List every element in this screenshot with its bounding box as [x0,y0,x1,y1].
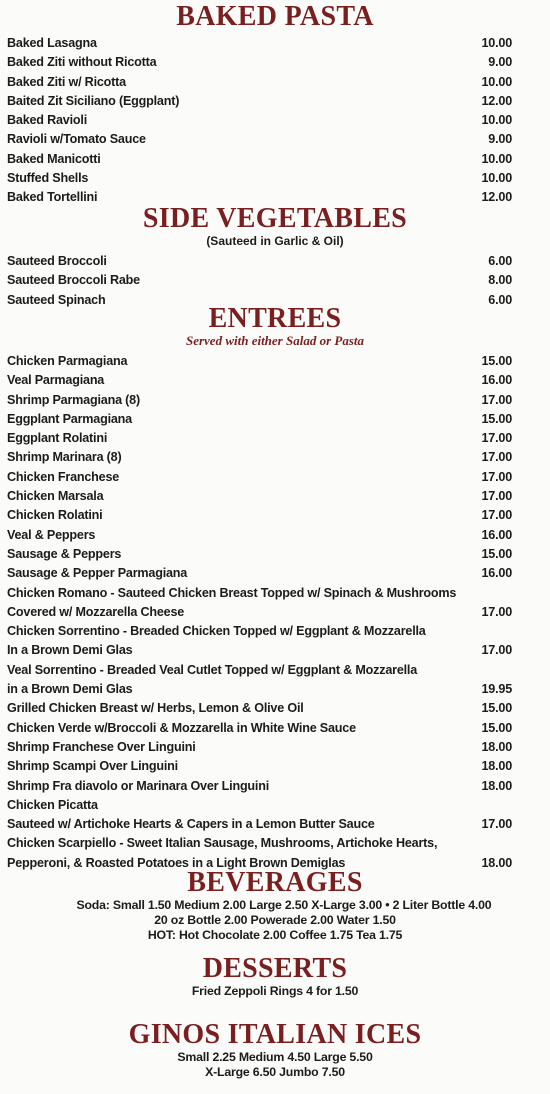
menu-item-price: 15.00 [481,354,512,368]
menu-item-name: Chicken Franchese [7,469,120,484]
menu-item-name: Grilled Chicken Breast w/ Herbs, Lemon & Olive Oil [7,701,304,716]
menu-item-price: 12.00 [481,93,512,108]
menu-item-row [7,584,512,603]
menu-item-price: 15.00 [481,701,512,716]
side-vegetables-subtitle: (Sauteed in Garlic & Oil) [206,234,344,248]
menu-item-name: Baked Ziti without Ricotta [7,55,157,70]
menu-item-row [7,526,512,545]
beverages-heading: BEVERAGES [187,867,363,898]
menu-item-price: 10.00 [481,171,512,186]
menu-item-name: Chicken Rolatini [7,508,103,523]
menu-item-price: 9.00 [488,132,512,147]
menu-item-name: Pepperoni, & Roasted Potatoes in a Light Brown Demiglas [7,855,346,870]
menu-item-row [7,622,512,641]
menu-item-price: 17.00 [481,431,512,446]
menu-item-price: 10.00 [481,151,512,166]
menu-item-name: Sausage & Pepper Parmagiana [7,566,188,581]
menu-item-price: 17.00 [481,508,512,523]
menu-item-name: Eggplant Parmagiana [7,411,132,426]
menu-item-row [7,150,512,169]
menu-item-row [7,719,512,738]
beverages-line-2: 20 oz Bottle 2.00 Powerade 2.00 Water 1.50 [154,913,396,927]
menu-item-price: 6.00 [488,292,512,307]
menu-item-name: Shrimp Parmagiana (8) [7,392,140,407]
menu-item-price: 10.00 [481,113,512,128]
menu-item-row [7,92,512,111]
entrees-heading: ENTREES [208,303,342,334]
menu-item-name: Baked Tortellini [7,190,98,205]
menu-item-name: Ravioli w/Tomato Sauce [7,132,146,147]
menu-item-name: Baked Ravioli [7,113,87,128]
menu-item-row [7,391,512,410]
beverages-line-3: HOT: Hot Chocolate 2.00 Coffee 1.75 Tea 1.75 [147,928,403,942]
baked-pasta-section [0,2,550,208]
menu-item-name: Baked Lasagna [7,36,97,50]
menu-item-row [7,796,512,815]
menu-item-price: 15.00 [481,720,512,735]
menu-item-row [7,271,512,290]
italian-ices-line-1: Small 2.25 Medium 4.50 Large 5.50 [177,1050,373,1064]
entrees-section [0,304,550,873]
menu-item-row [7,111,512,130]
menu-item-price: 15.00 [481,546,512,561]
menu-item-name: Chicken Marsala [7,489,104,504]
menu-item-name: Chicken Sorrentino - Breaded Chicken Topped w/ Eggplant & Mozzarella [7,624,426,639]
menu-item-row [7,487,512,506]
menu-item-price: 12.00 [481,190,512,205]
menu-item-price: 19.95 [481,682,512,697]
menu-item-row [7,661,512,680]
menu-item-row [7,73,512,92]
menu-item-price: 17.00 [481,489,512,504]
baked-pasta-list [7,34,512,208]
desserts-heading: DESSERTS [202,953,348,984]
menu-item-name: Shrimp Marinara (8) [7,450,122,465]
menu-item-price: 17.00 [481,604,512,619]
menu-item-row [7,699,512,718]
menu-item-price: 16.00 [481,566,512,581]
menu-item-name: Veal & Peppers [7,527,96,542]
menu-item-name: Sauteed Spinach [7,292,106,307]
menu-item-name: Sausage & Peppers [7,546,122,561]
menu-item-price: 18.00 [481,739,512,754]
menu-item-row [7,429,512,448]
menu-item-row [7,641,512,660]
menu-item-price: 10.00 [481,74,512,89]
beverages-section [0,868,550,943]
menu-item-row [7,34,512,53]
menu-item-row [7,468,512,487]
menu-item-name: Chicken Romano - Sauteed Chicken Breast Topped w/ Spinach & Mushrooms [7,585,457,600]
desserts-line-1: Fried Zeppoli Rings 4 for 1.50 [191,984,359,998]
menu-item-row [7,448,512,467]
menu-item-row [7,371,512,390]
menu-item-name: Chicken Picatta [7,797,98,812]
menu-item-name: Veal Parmagiana [7,373,105,388]
menu-item-row [7,53,512,72]
menu-item-name: Baked Ziti w/ Ricotta [7,74,126,89]
menu-item-row [7,564,512,583]
menu-item-name: In a Brown Demi Glas [7,643,133,658]
menu-item-price: 18.00 [481,778,512,793]
menu-item-row [7,506,512,525]
menu-item-name: Covered w/ Mozzarella Cheese [7,604,185,619]
menu-item-price: 6.00 [488,254,512,268]
menu-item-row [7,680,512,699]
side-vegetables-section [0,204,550,310]
side-vegetables-list [7,252,512,310]
menu-item-row [7,545,512,564]
menu-item-name: Sauteed w/ Artichoke Hearts & Capers in a Lemon Butter Sauce [7,817,375,832]
beverages-line-1: Soda: Small 1.50 Medium 2.00 Large 2.50 X-Large 3.00 • 2 Liter Bottle 4.00 [76,898,492,912]
desserts-section [0,954,550,999]
menu-item-price: 17.00 [481,450,512,465]
menu-item-row [7,834,512,853]
menu-item-price: 16.00 [481,527,512,542]
menu-item-name: Chicken Verde w/Broccoli & Mozzarella in White Wine Sauce [7,720,356,735]
side-vegetables-heading: SIDE VEGETABLES [142,203,408,234]
menu-item-name: in a Brown Demi Glas [7,682,133,697]
menu-item-price: 10.00 [481,36,512,50]
italian-ices-section [0,1020,550,1080]
menu-item-row [7,130,512,149]
menu-item-name: Baked Manicotti [7,151,101,166]
menu-item-price: 16.00 [481,373,512,388]
menu-item-price: 15.00 [481,411,512,426]
entrees-list [7,352,512,873]
menu-item-row [7,815,512,834]
menu-item-name: Chicken Scarpiello - Sweet Italian Sausage, Mushrooms, Artichoke Hearts, [7,836,438,851]
menu-item-row [7,169,512,188]
menu-item-name: Shrimp Fra diavolo or Marinara Over Linguini [7,778,270,793]
menu-item-row [7,738,512,757]
menu-item-price: 9.00 [488,55,512,70]
menu-item-name: Sauteed Broccoli [7,254,107,268]
menu-item-name: Shrimp Franchese Over Linguini [7,739,196,754]
menu-item-name: Eggplant Rolatini [7,431,108,446]
menu-item-price: 17.00 [481,643,512,658]
menu-item-name: Baited Zit Siciliano (Eggplant) [7,93,180,108]
menu-item-row [7,252,512,271]
menu-item-name: Chicken Parmagiana [7,354,128,368]
entrees-subtitle: Served with either Salad or Pasta [185,333,365,348]
menu-item-price: 18.00 [481,855,512,870]
italian-ices-heading: GINOS ITALIAN ICES [128,1019,422,1050]
menu-item-row [7,352,512,371]
baked-pasta-heading: BAKED PASTA [176,1,374,32]
italian-ices-line-2: X-Large 6.50 Jumbo 7.50 [205,1065,345,1079]
menu-item-name: Stuffed Shells [7,171,89,186]
menu-item-row [7,410,512,429]
menu-item-name: Veal Sorrentino - Breaded Veal Cutlet Topped w/ Eggplant & Mozzarella [7,662,418,677]
menu-item-price: 8.00 [488,273,512,288]
menu-item-price: 17.00 [481,392,512,407]
menu-item-row [7,757,512,776]
menu-item-price: 18.00 [481,759,512,774]
menu-item-row [7,603,512,622]
menu-item-name: Sauteed Broccoli Rabe [7,273,140,288]
menu-item-price: 17.00 [481,817,512,832]
menu-item-row [7,777,512,796]
menu-item-price: 17.00 [481,469,512,484]
menu-item-name: Shrimp Scampi Over Linguini [7,759,178,774]
